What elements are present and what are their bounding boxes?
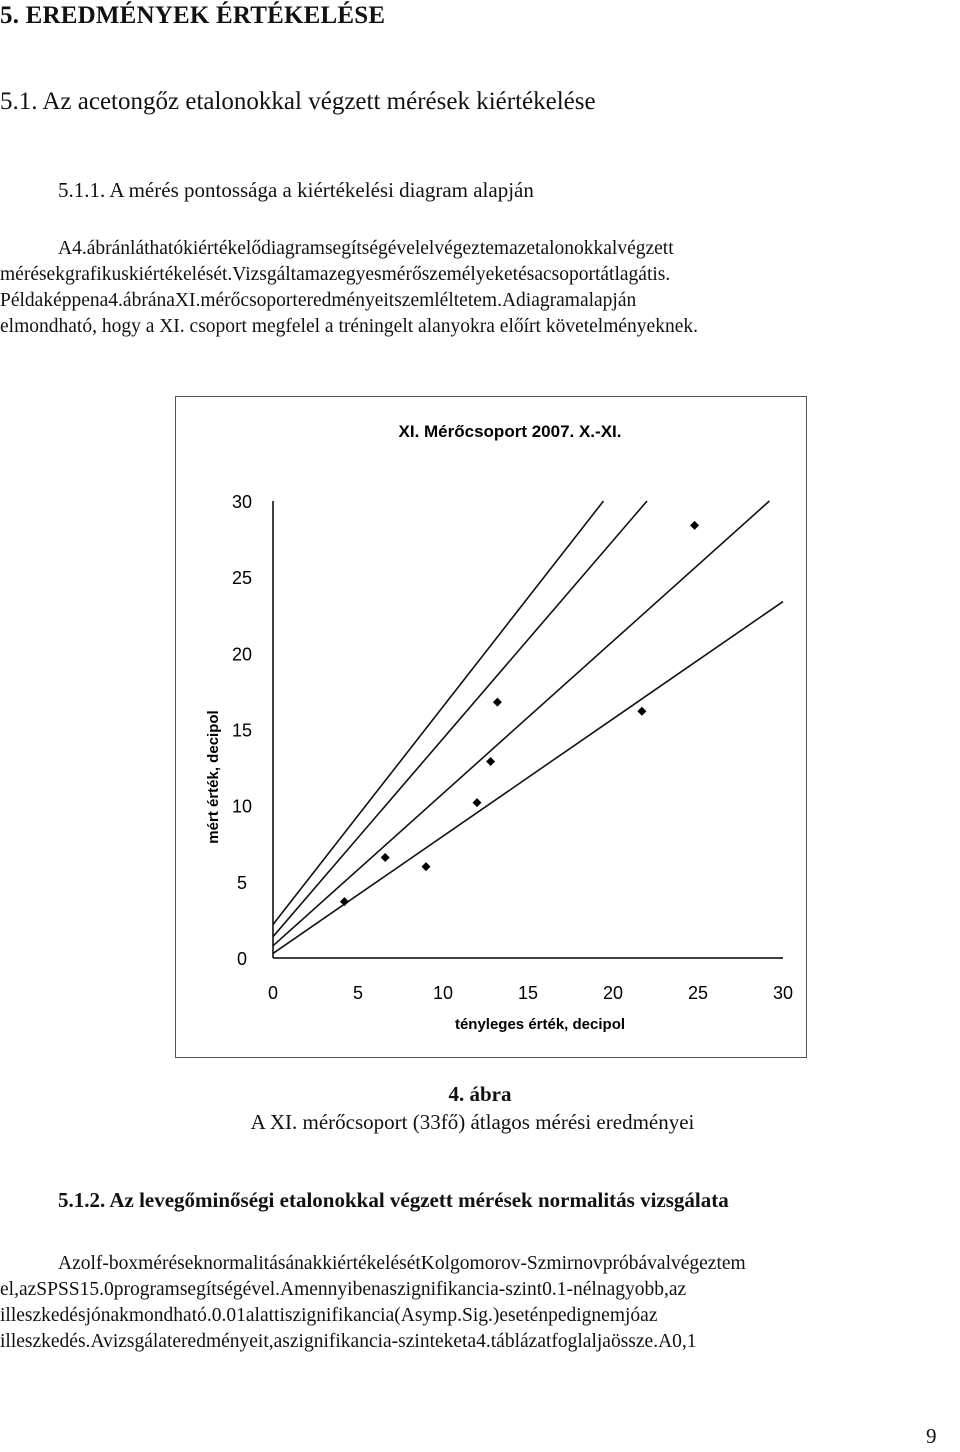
chart-title: XI. Mérőcsoport 2007. X.-XI. [398,422,622,441]
y-tick-label: 10 [231,796,253,817]
word: nagyobb, [596,1279,669,1300]
word: Vizsgáltam [232,264,320,285]
word: diagram [261,238,325,259]
word: próbával [602,1253,671,1274]
reference-line-4 [273,602,783,954]
word: diagram [516,290,580,311]
figure-number: 4. ábra [448,1082,512,1106]
word: XI. [174,290,201,311]
word: az [18,1279,37,1300]
data-point [493,698,502,707]
word: program [113,1279,180,1300]
word: jó [625,1305,641,1326]
word: a [99,290,109,311]
section-heading: 5. EREDMÉNYEK ÉRTÉKELÉSE [0,2,386,29]
word: Kolgomorov-Szmirnov [420,1253,603,1274]
word: egyes [337,264,382,285]
word: mondható. [128,1305,212,1326]
word: össze. [610,1331,659,1352]
word: Az [58,1253,81,1274]
word: esetén [499,1305,549,1326]
word: Amennyiben [280,1279,381,1300]
word: alatti [245,1305,285,1326]
word: elvégeztem [420,238,510,259]
x-tick-label: 5 [352,983,364,1003]
word: ábrán [122,290,167,311]
word: A [90,1331,104,1352]
paragraph-line [0,1250,958,1276]
reference-line-1 [273,501,603,924]
word: a [467,1331,477,1352]
word: eredményeit, [172,1331,274,1352]
x-tick-label: 10 [432,983,454,1003]
paragraph-line: elmondható, hogy a XI. csoport megfelel a tréningelt alanyokra előírt követelményeknek. [0,316,698,337]
subsubsection-heading: 5.1.1. A mérés pontossága a kiértékelési diagram alapján [58,178,534,202]
word: segítségével [324,238,421,259]
word: látható [130,238,184,259]
word: illeszkedés. [0,1331,91,1352]
word: olf-box [80,1253,139,1274]
paragraph-line [0,1276,958,1302]
paragraph-line [0,1302,958,1328]
word: 0.1-nél [542,1279,597,1300]
word: és [518,264,535,285]
axes [273,501,783,958]
reference-line-3 [273,501,769,946]
reference-lines [273,501,783,953]
word: Sig.) [461,1305,500,1326]
word: táblázat [490,1331,552,1352]
word: a [380,1279,390,1300]
data-point [422,862,431,871]
paragraph-line [0,288,958,314]
word: az [509,238,527,259]
paragraph-2 [0,1250,958,1354]
word: jónak [85,1305,129,1326]
word: szignifikancia [284,1305,395,1326]
word: Példaképpen [0,290,100,311]
y-tick-label: 0 [236,949,248,969]
data-point [637,707,646,716]
word: (Asymp. [394,1305,462,1326]
word: alapján [579,290,637,311]
word: foglalja [551,1331,611,1352]
word: pedig [548,1305,592,1326]
word: mérések [0,264,65,285]
data-point [486,757,495,766]
word: A [58,238,73,259]
word: 0,1 [672,1331,697,1352]
y-tick-label: 20 [231,644,253,665]
word: az [640,1305,658,1326]
word: kiértékelését [322,1253,421,1274]
word: 4. [476,1331,491,1352]
paragraph-line [0,1328,958,1354]
word: nem [591,1305,625,1326]
x-tick-label: 25 [687,983,709,1003]
word: el, [0,1279,19,1300]
word: az [319,264,338,285]
word: vizsgálat [103,1331,173,1352]
y-tick-label: 5 [236,872,248,893]
x-tick-label: 30 [772,983,794,1003]
paragraph-line [0,236,958,262]
y-tick-label: 30 [231,492,253,512]
paragraph-line [0,262,958,288]
word: a [534,264,543,285]
word: a [166,290,175,311]
word: 0.01 [211,1305,246,1326]
chart-frame [175,396,807,1058]
word: ábrán [86,238,131,259]
data-points [340,521,699,906]
y-axis-label: mért érték, decipol [205,710,222,844]
data-point [340,897,349,906]
word: végeztem [671,1253,746,1274]
word: is. [652,264,671,285]
word: A [501,290,517,311]
word: szignifikancia-szinteket [282,1331,468,1352]
word: grafikus [64,264,129,285]
tick-labels [232,492,793,1003]
data-point [381,853,390,862]
page-number: 9 [926,1424,937,1448]
word: 4. [108,290,123,311]
word: mérőszemélyeket [381,264,519,285]
word: végzett [617,238,674,259]
figure-caption: A XI. mérőcsoport (33fő) átlagos mérési eredményei [250,1110,695,1134]
word: szemléltetem. [394,290,502,311]
data-point [473,798,482,807]
y-tick-label: 25 [231,568,253,589]
word: szignifikancia-szint [389,1279,543,1300]
word: A [658,1331,673,1352]
reference-line-2 [273,501,647,937]
subsection-heading: 5.1. Az acetongőz etalonokkal végzett mérések kiértékelése [0,88,596,115]
word: etalonokkal [526,238,618,259]
word: segítségével. [179,1279,281,1300]
word: 4. [72,238,87,259]
word: SPSS [36,1279,80,1300]
paragraph-1 [0,236,958,340]
word: csoport [542,264,601,285]
word: mérések [138,1253,204,1274]
y-tick-label: 15 [231,720,253,741]
word: kiértékelő [183,238,262,259]
subsubsection-heading-2: 5.1.2. Az levegőminőségi etalonokkal végzett mérések normalitás vizsgálata [58,1188,729,1212]
x-tick-label: 20 [602,983,624,1003]
data-point [690,521,699,530]
x-tick-label: 0 [267,983,279,1003]
word: a [273,1331,283,1352]
word: az [668,1279,687,1300]
word: normalitásának [203,1253,323,1274]
word: 15.0 [79,1279,114,1300]
word: mérőcsoport [200,290,298,311]
scatter-chart [176,397,808,1059]
word: kiértékelését. [128,264,233,285]
word: eredményeit [297,290,395,311]
x-tick-label: 15 [517,983,539,1003]
word: átlagát [600,264,653,285]
word: illeszkedés [0,1305,86,1326]
x-axis-label: tényleges érték, decipol [454,1016,626,1033]
